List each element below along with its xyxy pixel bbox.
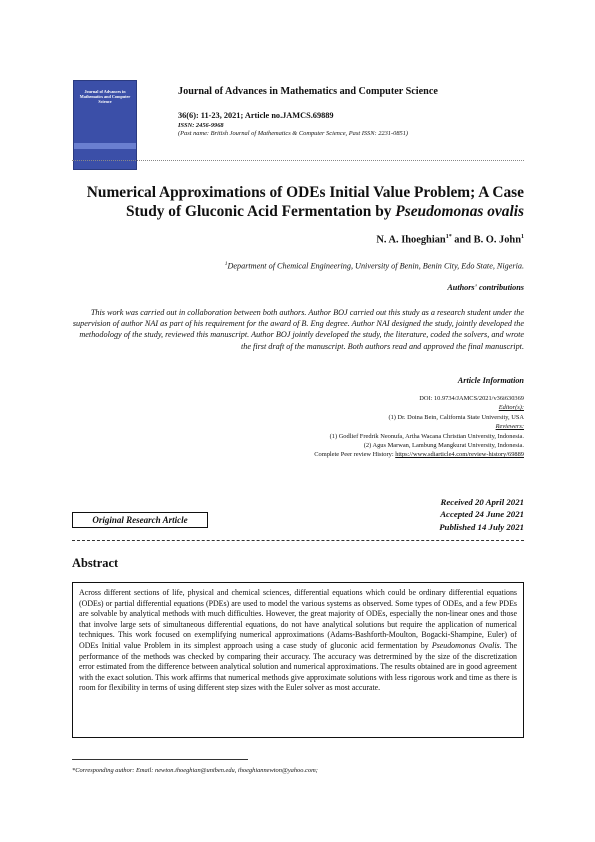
volume-info: 36(6): 11-23, 2021; Article no.JAMCS.69889 <box>178 111 334 120</box>
peer-review-prefix: Complete Peer review History: <box>314 451 396 459</box>
editor: (1) Dr. Doina Bein, California State University, USA <box>388 413 524 421</box>
footnote: *Corresponding author: Email: newton.ihoeghian@uniben.edu, ihoeghiannewton@yahoo.com; <box>72 767 318 774</box>
title-italic: Pseudomonas ovalis <box>395 203 524 220</box>
contributions-heading: Authors' contributions <box>447 283 524 292</box>
reviewer-1: (1) Godlief Fredrik Neonufa, Artha Wacana Christian University, Indonesia. <box>329 432 524 440</box>
accepted-date: Accepted 24 June 2021 <box>440 509 524 520</box>
article-type-badge: Original Research Article <box>72 512 208 528</box>
dates <box>380 496 524 533</box>
title-main: Numerical Approximations of ODEs Initial Value Problem; A Case Study of Gluconic Acid Fermentation by <box>86 184 524 220</box>
paper-title <box>60 183 524 221</box>
received-date: Received 20 April 2021 <box>440 497 524 507</box>
affiliation <box>80 261 524 271</box>
footnote-rule <box>72 759 248 760</box>
reviewer-2: (2) Agus Marwan, Lambung Mangkurat University, Indonesia. <box>363 442 524 450</box>
abstract-heading: Abstract <box>72 556 119 570</box>
abstract-box <box>72 582 524 738</box>
abstract-p2: . The performance of the methods was checked by comparing their accuracy. The accuracy was detrermined by the size of the discretization error estimated from the difference between analytical solution and numerical approximations. The results obtained are in good agreement with the exact solution. This work affirms that numerical methods give approximate solutions with less rigorous work and time as there is room for flexibility in terms of using different step sizes with the Euler solver as most accurate. <box>79 640 517 693</box>
author-2: B. O. John <box>473 234 521 246</box>
published-date: Published 14 July 2021 <box>439 521 524 532</box>
cover-title: Journal of Advances in Mathematics and Computer Science <box>79 89 131 104</box>
journal-name: Journal of Advances in Mathematics and Computer Science <box>178 86 438 97</box>
doi: DOI: 10.9734/JAMCS/2021/v36i630369 <box>419 395 524 402</box>
article-info-heading: Article Information <box>457 376 524 385</box>
abstract-p1: Across different sections of life, physical and chemical sciences, differential equations which could be ordinary differential equations (ODEs) or partial differential equations (PDEs) are used to model the various systems as observed. Some types of ODEs, and a few PDEs are solvable by analytical methods with much difficulties. However, the great majority of ODEs, especially the non-linear ones and those that involve large sets of simultaneous differential equations, do not have analytical solutions but require the application of numerical techniques. This work focused on exemplifying numerical approximations (Adams-Bashforth-Moulton, Bogacki-Shampine, Euler) of ODEs Initial value Problem in its simplest approach using a case study of gluconic acid fermentation by <box>79 588 517 650</box>
authors-and: and <box>451 234 474 246</box>
editor-label: Editor(s): <box>498 404 524 412</box>
peer-review-link[interactable]: https://www.sdiarticle4.com/review-history/69889 <box>395 451 524 459</box>
header-divider <box>72 160 524 161</box>
author-1-sup: 1* <box>445 234 452 240</box>
author-1: N. A. Ihoeghian <box>376 234 446 246</box>
article-info <box>200 394 524 460</box>
affiliation-sup: 1 <box>224 261 228 267</box>
author-2-sup: 1 <box>521 234 524 240</box>
journal-cover-image <box>73 80 137 170</box>
reviewers-label: Reviewers: <box>495 423 524 431</box>
contributions-text: This work was carried out in collaboration between both authors. Author BOJ carried out this study as a research student under the supervision of author NAI as part of his requirement for the award of B. Eng degree. Author NAI designed the study, jointly developed the methodology of the study, reviewed this manuscript. Author BOJ jointly developed the study, the literature, coded the solvers, and wrote the first draft of the manuscript. Both authors read and approved the final manuscript. <box>72 308 524 351</box>
cover-band <box>74 143 136 149</box>
section-divider <box>72 540 524 541</box>
affiliation-text: Department of Chemical Engineering, University of Benin, Benin City, Edo State, Nigeria. <box>227 261 524 271</box>
peer-review <box>200 450 524 459</box>
authors <box>200 234 524 245</box>
past-name: (Past name: British Journal of Mathematics & Computer Science, Past ISSN: 2231-0851) <box>178 130 409 137</box>
issn: ISSN: 2456-9968 <box>178 122 224 129</box>
abstract-italic: Pseudomonas Ovalis <box>431 640 500 650</box>
